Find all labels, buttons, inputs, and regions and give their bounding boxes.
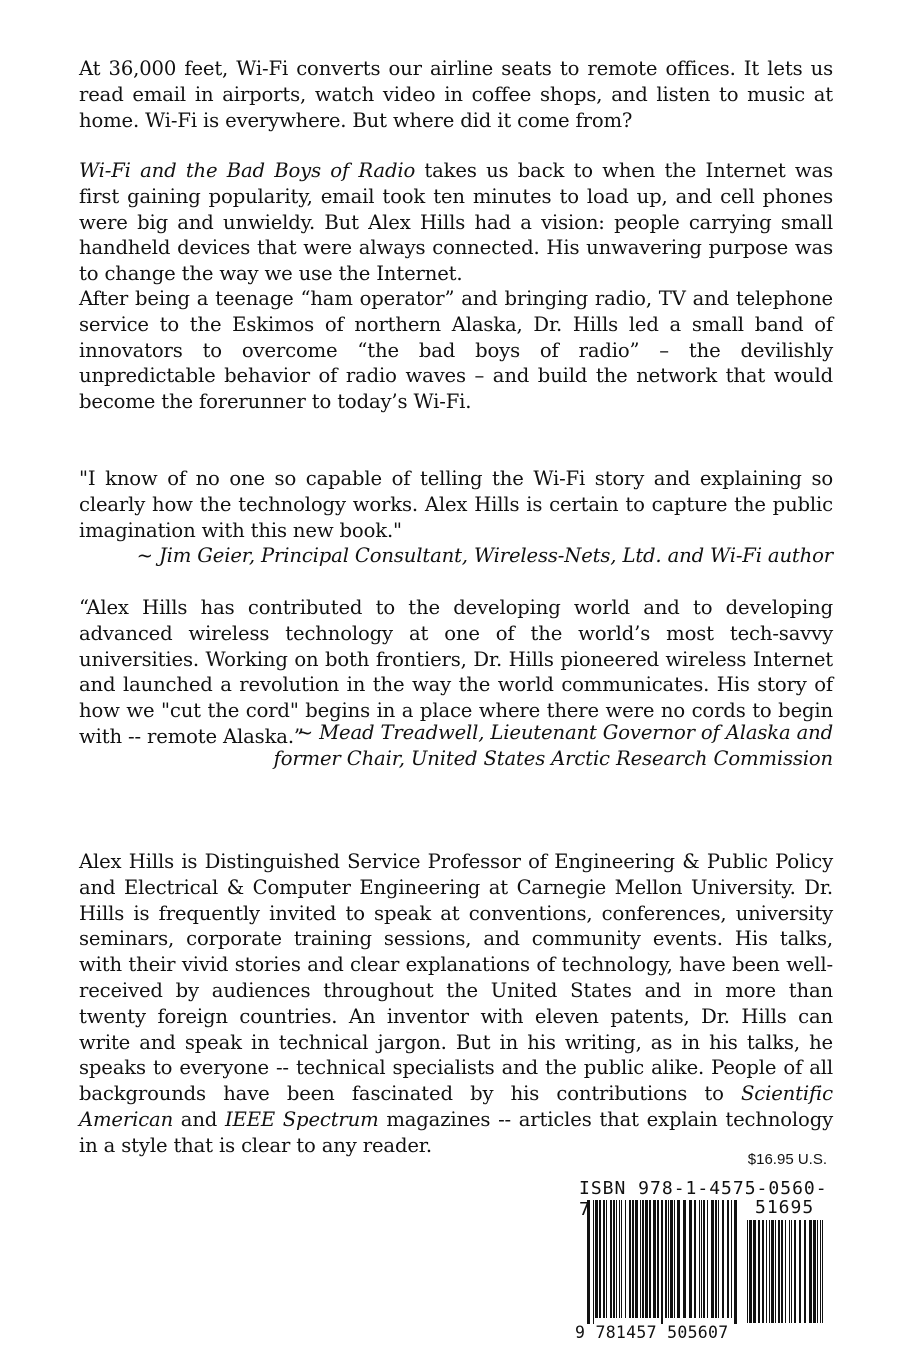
barcode-bar xyxy=(789,1220,790,1323)
price-label: $16.95 U.S. xyxy=(747,1151,827,1168)
barcode-bar xyxy=(799,1220,801,1323)
endorsement-quote-2: “Alex Hills has contributed to the developing world and to developing advanced wireless technology at one of the world’s most tech-savvy universities. Working on both frontiers, Dr. Hills pioneered wireless Internet and launched a revolution in the way the world communicates. His story of how we "cut the cord" begins in a place where there were no cords to begin with -- remote Alaska.” xyxy=(79,596,833,748)
barcode-bar xyxy=(771,1220,774,1323)
attribution-line: ~ Mead Treadwell, Lieutenant Governor of Alaska and xyxy=(296,721,833,744)
magazine-scientific-american: Scientific American xyxy=(79,1082,833,1131)
bio-text: Alex Hills is Distinguished Service Professor of Engineering & Public Policy and Electrical & Computer Engineering at Carnegie Mellon University. Dr. Hills is frequently invited to speak at conventions, conferences, university seminars, corporate training sessions, and community events. His talks, with their vivid stories and clear explanations of technology, have been well-received by audiences throughout the United States and in more than twenty foreign countries. An inventor with eleven patents, Dr. Hills can write and speak in technical jargon. But in his writing, as in his talks, he speaks to everyone -- technical specialists and the public alike. People of all backgrounds have been fascinated by his contributions to xyxy=(79,850,833,1106)
barcode-bar xyxy=(817,1220,818,1323)
ean-digits: 9 781457 505607 xyxy=(575,1323,729,1342)
barcode-bar xyxy=(791,1220,792,1323)
barcode-bar xyxy=(778,1220,780,1323)
barcode-bar xyxy=(769,1220,770,1323)
barcode-bar xyxy=(775,1220,776,1323)
barcode-bar xyxy=(794,1220,796,1323)
barcode-bar xyxy=(822,1220,823,1323)
barcode-bar xyxy=(813,1220,816,1323)
intro-paragraph-2 xyxy=(79,158,833,287)
barcode-bar xyxy=(753,1220,756,1323)
barcode-bar xyxy=(804,1220,806,1323)
author-bio xyxy=(79,849,833,1159)
endorsement-quote-1: "I know of no one so capable of telling the Wi-Fi story and explaining so clearly how the technology works. Alex Hills is certain to capture the public imagination with this new book." xyxy=(79,467,833,542)
barcode-bar xyxy=(758,1220,760,1323)
attribution-line: ~ Jim Geier, Principal Consultant, Wireless-Nets, Ltd. and Wi-Fi author xyxy=(136,544,833,567)
endorsement-attribution-2 xyxy=(79,720,833,772)
attribution-line: former Chair, United States Arctic Research Commission xyxy=(273,746,833,770)
isbn-label: ISBN 978-1-4575-0560-7 xyxy=(579,1178,828,1220)
barcode-bar xyxy=(820,1220,821,1323)
bio-text-and: and xyxy=(173,1107,225,1131)
barcode-bar xyxy=(781,1220,783,1323)
barcode-bar xyxy=(762,1220,764,1323)
barcode-bar xyxy=(747,1220,748,1323)
isbn-barcode xyxy=(575,1178,830,1346)
barcode-bar xyxy=(809,1220,812,1323)
bio-text-end: magazines -- articles that explain technology in a style that is clear to any reader. xyxy=(79,1107,834,1157)
barcode-bar xyxy=(749,1220,752,1323)
magazine-ieee-spectrum: IEEE Spectrum xyxy=(224,1107,379,1131)
book-title: Wi-Fi and the Bad Boys of Radio xyxy=(79,159,416,182)
barcode-bar xyxy=(785,1220,786,1323)
intro-paragraph-2-text: takes us back to when the Internet was first gaining popularity, email took ten minutes to load up, and cell phones were big and unwieldy. But Alex Hills had a vision: people carrying small handheld devices that were always connected. His unwavering purpose was to change the way we use the Internet. xyxy=(79,159,833,286)
barcode-bar xyxy=(766,1220,767,1323)
intro-paragraph-3: After being a teenage “ham operator” and bringing radio, TV and telephone service to the Eskimos of northern Alaska, Dr. Hills led a small band of innovators to overcome “the bad boys of radio” – the devilishly unpredictable behavior of radio waves – and build the network that would become the forerunner to today’s Wi-Fi. xyxy=(79,287,833,414)
endorsement-attribution-1 xyxy=(79,543,833,569)
price-addon-digits: 51695 xyxy=(755,1197,815,1218)
intro-paragraph-1: At 36,000 feet, Wi-Fi converts our airline seats to remote offices. It lets us read email in airports, watch video in coffee shops, and listen to music at home. Wi-Fi is everywhere. But where did it come from? xyxy=(79,57,833,132)
